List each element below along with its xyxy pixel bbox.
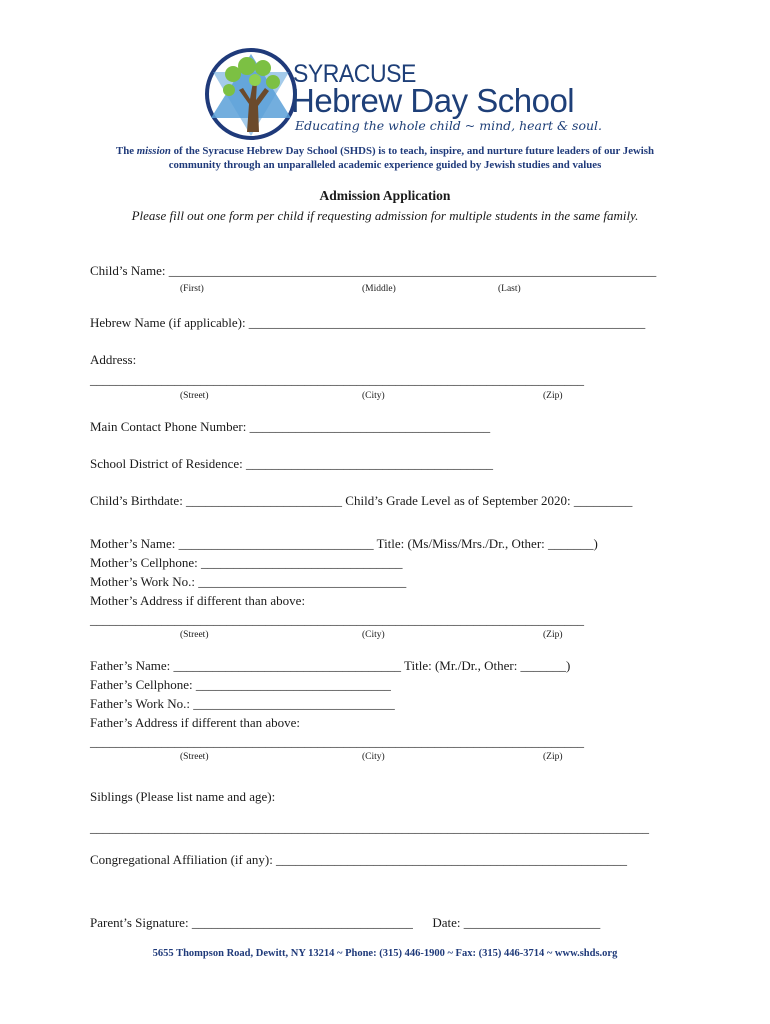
logo-tagline: Educating the whole child ~ mind, heart & soul.	[295, 118, 603, 133]
name-last-label: (Last)	[498, 284, 521, 294]
hebrew-name-field[interactable]: Hebrew Name (if applicable): _____________________________________________________________	[90, 315, 646, 330]
logo-word-syracuse: SYRACUSE	[293, 60, 416, 88]
address-street-label: (Street)	[180, 391, 209, 401]
address-zip-label: (Zip)	[543, 391, 563, 401]
birthdate-grade-field[interactable]: Child’s Birthdate: ________________________ Child’s Grade Level as of September 2020: _________	[90, 493, 633, 508]
mother-work-field[interactable]: Mother’s Work No.: ________________________________	[90, 574, 407, 589]
father-address-label: Father’s Address if different than above:	[90, 715, 300, 730]
siblings-field[interactable]: ______________________________________________________________________________________	[90, 820, 649, 835]
school-logo	[203, 44, 603, 144]
father-zip-label: (Zip)	[543, 752, 563, 762]
mother-address-label: Mother’s Address if different than above:	[90, 593, 306, 608]
mission-line2: community through an unparalleled academic experience guided by Jewish studies and values	[168, 159, 602, 171]
name-middle-label: (Middle)	[362, 284, 396, 294]
mission-the: The	[116, 145, 134, 157]
page-subtitle: Please fill out one form per child if requesting admission for multiple students in the same family.	[131, 208, 639, 223]
main-phone-field[interactable]: Main Contact Phone Number: _____________________________________	[90, 419, 491, 434]
signature-date-field[interactable]: Parent’s Signature: __________________________________ Date: _____________________	[90, 915, 601, 930]
congregation-field[interactable]: Congregational Affiliation (if any): ______________________________________________________	[90, 852, 628, 867]
name-first-label: (First)	[180, 284, 204, 294]
mother-name-field[interactable]: Mother’s Name: ______________________________ Title: (Ms/Miss/Mrs./Dr., Other: _______)	[90, 536, 598, 551]
mission-word: mission	[136, 145, 171, 157]
father-address-field[interactable]: ____________________________________________________________________________	[90, 734, 584, 749]
father-city-label: (City)	[362, 752, 385, 762]
mother-cell-field[interactable]: Mother’s Cellphone: _______________________________	[90, 555, 403, 570]
address-city-label: (City)	[362, 391, 385, 401]
mother-street-label: (Street)	[180, 630, 209, 640]
address-field[interactable]: ____________________________________________________________________________	[90, 372, 584, 387]
father-street-label: (Street)	[180, 752, 209, 762]
father-name-field[interactable]: Father’s Name: ___________________________________ Title: (Mr./Dr., Other: _______)	[90, 658, 571, 673]
father-cell-field[interactable]: Father’s Cellphone: ______________________________	[90, 677, 391, 692]
address-label: Address:	[90, 352, 137, 367]
mother-address-field[interactable]: ____________________________________________________________________________	[90, 612, 584, 627]
siblings-label: Siblings (Please list name and age):	[90, 789, 276, 804]
logo-word-school: Hebrew Day School	[291, 82, 575, 119]
father-work-field[interactable]: Father’s Work No.: _______________________________	[90, 696, 395, 711]
mother-zip-label: (Zip)	[543, 630, 563, 640]
page-title: Admission Application	[319, 188, 451, 203]
child-name-field[interactable]: Child’s Name: ___________________________________________________________________________	[90, 263, 657, 278]
footer-contact: 5655 Thompson Road, Dewitt, NY 13214 ~ Phone: (315) 446-1900 ~ Fax: (315) 446-3714 ~ www.shds.org	[152, 948, 618, 959]
mission-statement	[60, 144, 710, 172]
mission-line1: of the Syracuse Hebrew Day School (SHDS) is to teach, inspire, and nurture future leaders of our Jewish	[173, 145, 654, 157]
tree-of-life-icon	[203, 44, 303, 144]
mother-city-label: (City)	[362, 630, 385, 640]
school-district-field[interactable]: School District of Residence: ______________________________________	[90, 456, 493, 471]
